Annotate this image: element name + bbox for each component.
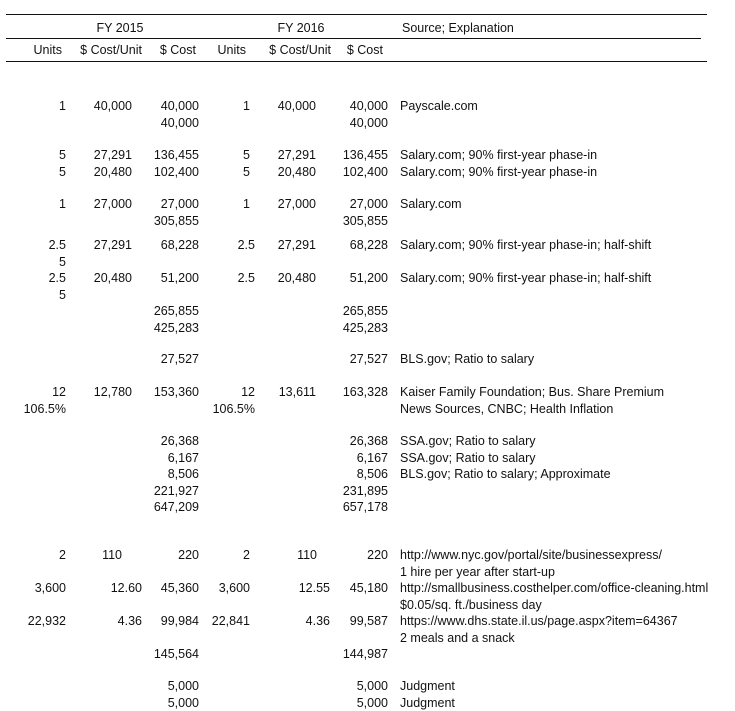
cost-per-unit-2015: 27,291 20,480 [93, 148, 132, 179]
cost-2016: 136,455 102,400 [342, 148, 388, 179]
cost-2016: 40,000 40,000 [349, 99, 388, 130]
source-note: SSA.gov; Ratio to salary SSA.gov; Ratio to salary BLS.gov; Ratio to salary; Approximate [400, 434, 611, 481]
units-2015: 1 [59, 197, 66, 211]
cost-per-unit-2016: 27,291 20,480 [277, 148, 316, 179]
cost-per-unit-2016: 110 [297, 548, 317, 562]
units-2015: 12 106.5% [23, 385, 66, 416]
units-2015: 2.5 5 [48, 271, 66, 302]
cost-2016: 220 [367, 548, 388, 562]
cost-2015: 68,228 [160, 238, 199, 252]
units-2015: 1 [59, 99, 66, 113]
cost-per-unit-2015: 20,480 [93, 271, 132, 285]
cost-2016: 27,527 [349, 352, 388, 366]
cost-2015: 145,564 [153, 647, 199, 661]
units-2016: 12 106.5% [212, 385, 255, 416]
cost-2015: 265,855 425,283 [153, 304, 199, 335]
col-cost-2015: $ Cost [159, 43, 196, 57]
fy2016-heading: FY 2016 [277, 21, 325, 35]
units-2016: 22,841 [211, 614, 250, 628]
source-note: Salary.com; 90% first-year phase-in; half-shift [400, 238, 652, 252]
source-note: Salary.com [400, 197, 462, 211]
source-note: Salary.com; 90% first-year phase-in Salary.com; 90% first-year phase-in [400, 148, 598, 179]
cost-2015: 27,000 305,855 [153, 197, 199, 228]
cost-per-unit-2016: 12.55 [298, 581, 330, 595]
col-cost-unit-2015: $ Cost/Unit [80, 43, 142, 57]
header-subrule [6, 38, 701, 39]
cost-per-unit-2015: 110 [102, 548, 122, 562]
units-2016: 1 [243, 197, 250, 211]
cost-2016: 5,000 5,000 [356, 679, 388, 710]
cost-2016: 99,587 [349, 614, 388, 628]
source-note: http://www.nyc.gov/portal/site/businessexpress/ 1 hire per year after start-up [400, 548, 662, 579]
cost-2015: 40,000 40,000 [160, 99, 199, 130]
units-2016: 2.5 [237, 238, 255, 252]
source-note: BLS.gov; Ratio to salary [400, 352, 535, 366]
units-2016: 5 5 [243, 148, 250, 179]
units-2015: 2.5 5 [48, 238, 66, 269]
source-note: Judgment Judgment [400, 679, 455, 710]
cost-per-unit-2015: 4.36 [117, 614, 142, 628]
top-rule [6, 14, 707, 15]
cost-2015: 5,000 5,000 [167, 679, 199, 710]
col-units-2016: Units [217, 43, 246, 57]
cost-2016: 51,200 [349, 271, 388, 285]
cost-per-unit-2016: 4.36 [305, 614, 330, 628]
cost-2016: 68,228 [349, 238, 388, 252]
fy2015-heading: FY 2015 [96, 21, 144, 35]
cost-2016: 144,987 [342, 647, 388, 661]
source-note: https://www.dhs.state.il.us/page.aspx?item=64367 2 meals and a snack [400, 614, 678, 645]
cost-2015: 45,360 [160, 581, 199, 595]
cost-2015: 27,527 [160, 352, 199, 366]
cost-2016: 26,368 6,167 8,506 231,895 657,178 [342, 434, 388, 514]
cost-2015: 26,368 6,167 8,506 221,927 647,209 [153, 434, 199, 514]
cost-2015: 51,200 [160, 271, 199, 285]
cost-per-unit-2016: 27,000 [277, 197, 316, 211]
cost-per-unit-2016: 40,000 [277, 99, 316, 113]
cost-2015: 99,984 [160, 614, 199, 628]
source-heading: Source; Explanation [402, 21, 514, 35]
units-2015: 2 [59, 548, 66, 562]
col-cost-2016: $ Cost [346, 43, 383, 57]
units-2016: 2 [243, 548, 250, 562]
cost-per-unit-2016: 27,291 [277, 238, 316, 252]
cost-2016: 45,180 [349, 581, 388, 595]
source-note: Salary.com; 90% first-year phase-in; half-shift [400, 271, 652, 285]
units-2016: 2.5 [237, 271, 255, 285]
units-2016: 3,600 [218, 581, 250, 595]
cost-per-unit-2016: 13,611 [278, 385, 316, 399]
units-2015: 5 5 [59, 148, 66, 179]
cost-per-unit-2015: 27,291 [93, 238, 132, 252]
col-cost-unit-2016: $ Cost/Unit [269, 43, 331, 57]
units-2016: 1 [243, 99, 250, 113]
cost-2016: 27,000 305,855 [342, 197, 388, 228]
source-note: Payscale.com [400, 99, 478, 113]
cost-per-unit-2016: 20,480 [277, 271, 316, 285]
cost-2016: 265,855 425,283 [342, 304, 388, 335]
cost-per-unit-2015: 27,000 [93, 197, 132, 211]
cost-2015: 136,455 102,400 [153, 148, 199, 179]
cost-per-unit-2015: 12,780 [93, 385, 132, 399]
cost-per-unit-2015: 12.60 [110, 581, 142, 595]
units-2015: 3,600 [34, 581, 66, 595]
col-units-2015: Units [33, 43, 62, 57]
header-bottom-rule [6, 61, 707, 62]
cost-per-unit-2015: 40,000 [93, 99, 132, 113]
cost-2016: 163,328 [342, 385, 388, 399]
cost-2015: 220 [178, 548, 199, 562]
source-note: http://smallbusiness.costhelper.com/office-cleaning.html $0.05/sq. ft./business day [400, 581, 709, 612]
cost-2015: 153,360 [153, 385, 199, 399]
units-2015: 22,932 [27, 614, 66, 628]
source-note: Kaiser Family Foundation; Bus. Share Premium News Sources, CNBC; Health Inflation [400, 385, 664, 416]
